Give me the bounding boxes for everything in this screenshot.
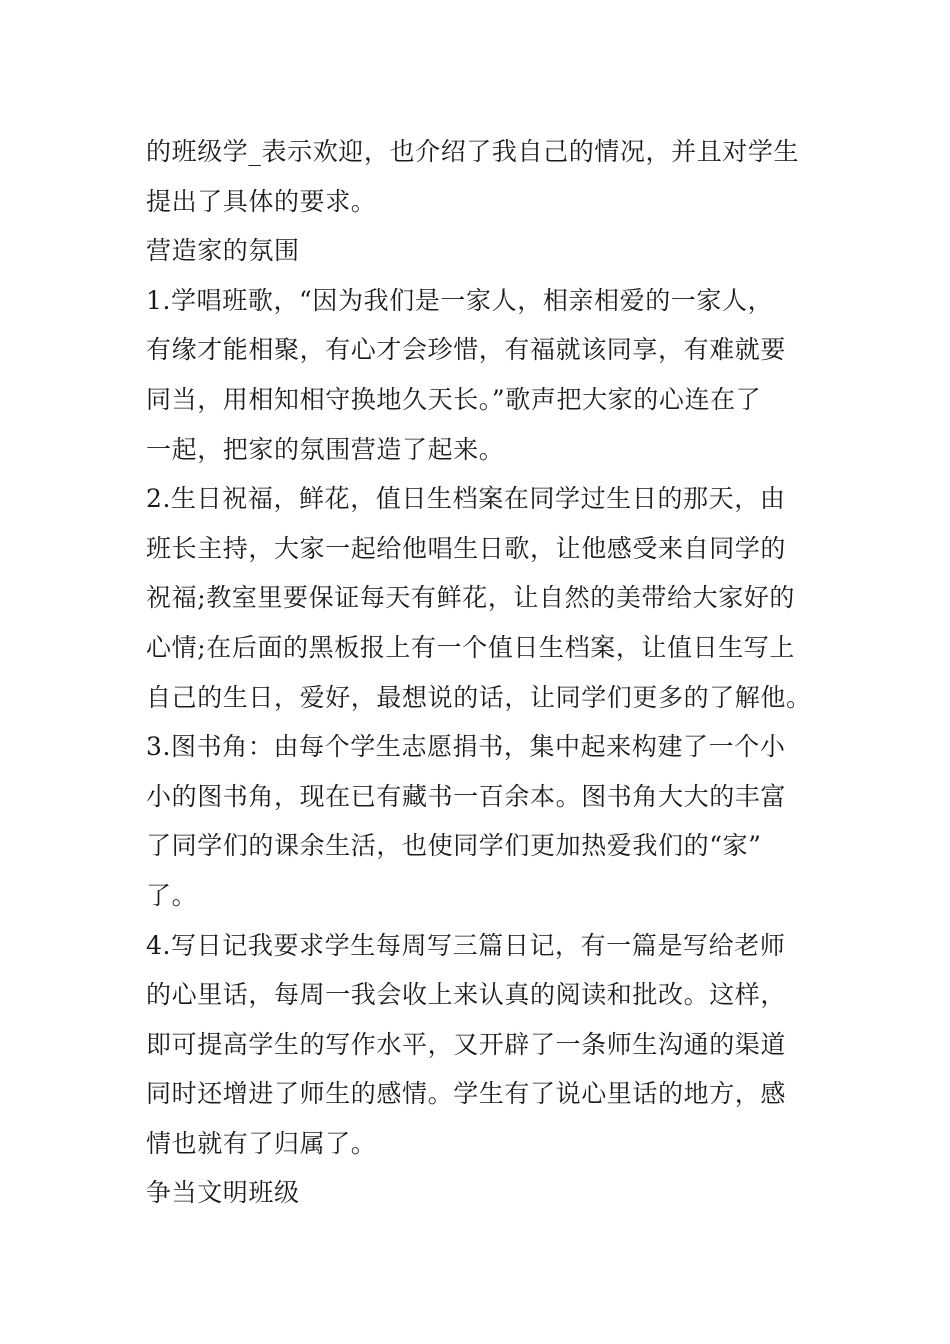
text-line: 2.生日祝福，鲜花，值日生档案在同学过生日的那天，由 <box>146 484 786 514</box>
text-line: 同时还增进了师生的感情。学生有了说心里话的地方，感 <box>146 1079 787 1109</box>
text-line: 提出了具体的要求。 <box>146 186 377 216</box>
text-line: 即可提高学生的写作水平，又开辟了一条师生沟通的渠道 <box>146 1029 787 1059</box>
text-line: 班长主持，大家一起给他唱生日歌，让他感受来自同学的 <box>146 533 787 563</box>
text-line: 有缘才能相聚，有心才会珍惜，有福就该同享，有难就要 <box>146 335 787 365</box>
document-body <box>146 127 812 1218</box>
text-line: 自己的生日，爱好，最想说的话，让同学们更多的了解他。 <box>146 682 812 712</box>
text-line: 同当，用相知相守换地久天长。”歌声把大家的心连在了 <box>146 384 762 414</box>
text-line: 心情;在后面的黑板报上有一个值日生档案，让值日生写上 <box>146 632 796 662</box>
text-line: 3.图书角：由每个学生志愿捐书，集中起来构建了一个小 <box>146 732 786 762</box>
text-line: 了同学们的课余生活，也使同学们更加热爱我们的“家” <box>146 831 762 861</box>
text-line: 1.学唱班歌，“因为我们是一家人，相亲相爱的一家人， <box>146 285 774 315</box>
text-line: 4.写日记我要求学生每周写三篇日记，有一篇是写给老师 <box>146 930 786 960</box>
section-heading: 营造家的氛围 <box>146 236 300 266</box>
text-line: 情也就有了归属了。 <box>146 1128 377 1158</box>
text-line: 的班级学_表示欢迎，也介绍了我自己的情况，并且对学生 <box>146 137 800 166</box>
section-heading: 争当文明班级 <box>146 1178 300 1208</box>
text-line: 的心里话，每周一我会收上来认真的阅读和批改。这样， <box>146 980 787 1010</box>
text-line: 了。 <box>146 880 198 910</box>
text-line: 小的图书角，现在已有藏书一百余本。图书角大大的丰富 <box>146 781 787 811</box>
text-line: 一起，把家的氛围营造了起来。 <box>146 434 505 464</box>
text-line: 祝福;教室里要保证每天有鲜花，让自然的美带给大家好的 <box>146 583 796 613</box>
